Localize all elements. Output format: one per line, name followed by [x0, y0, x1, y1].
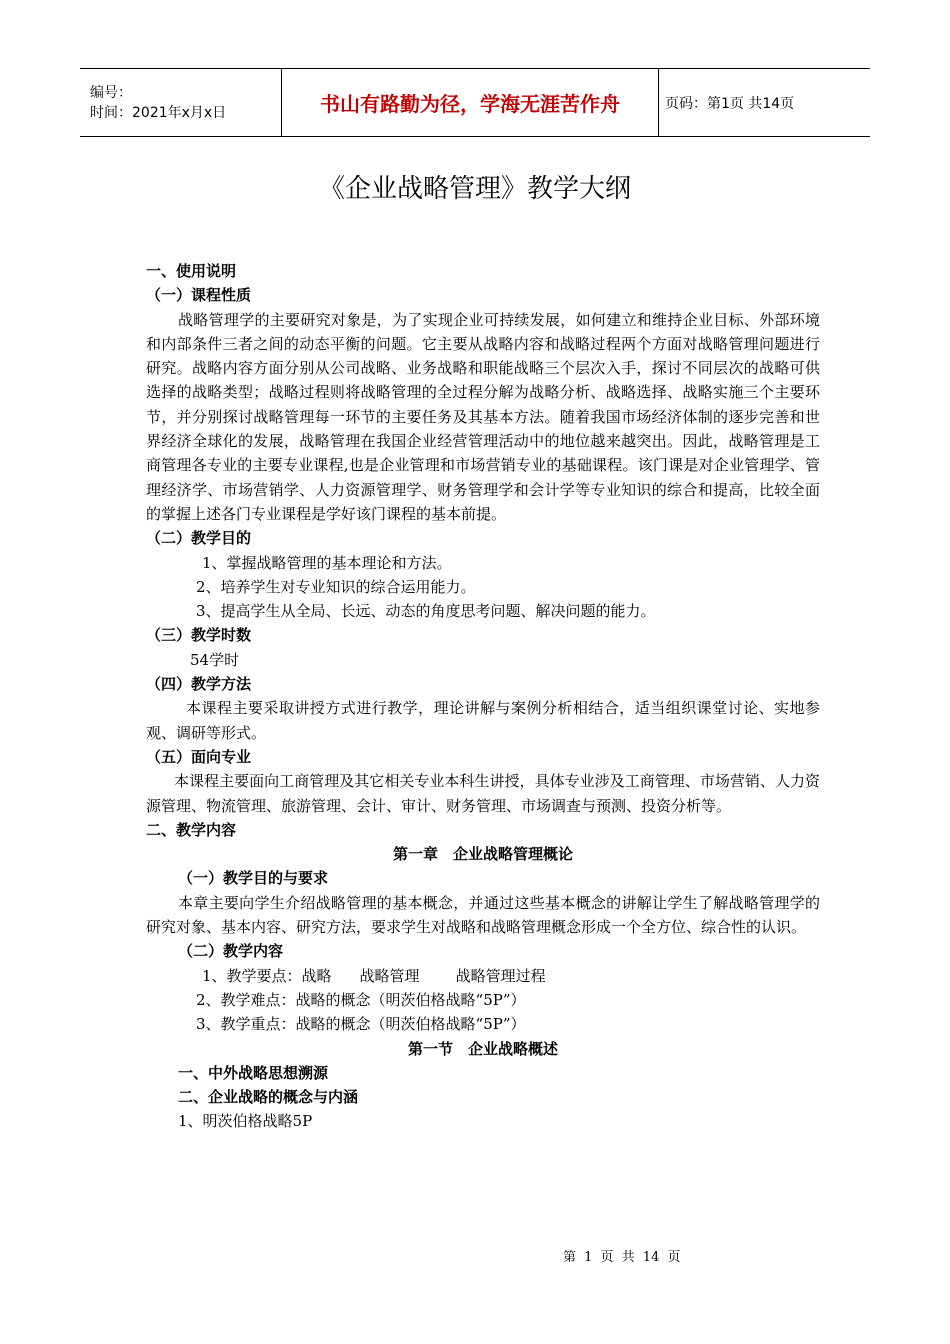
- paragraph: 本课程主要面向工商管理及其它相关专业本科生讲授，具体专业涉及工商管理、市场营销、人力资源管理、物流管理、旅游管理、会计、审计、财务管理、市场调查与预测、投资分析等。: [146, 772, 820, 815]
- paragraph: 本章主要向学生介绍战略管理的基本概念，并通过这些基本概念的讲解让学生了解战略管理学的研究对象、基本内容、研究方法，要求学生对战略和战略管理概念形成一个全方位、综合性的认识。: [146, 893, 820, 937]
- section-title: 第一节 企业战略概述: [407, 1039, 558, 1058]
- list-item: 3、提高学生从全局、长远、动态的角度思考问题、解决问题的能力。: [196, 602, 656, 621]
- subsection-heading: （一）教学目的与要求: [178, 869, 329, 888]
- document-body: [146, 259, 820, 1134]
- subheading: 一、中外战略思想溯源: [178, 1063, 329, 1082]
- header-meta: [80, 69, 281, 136]
- subsection-heading: （二）教学目的: [146, 529, 252, 548]
- key-point: 战略管理过程: [455, 966, 546, 985]
- chapter-title: 第一章 企业战略管理概论: [392, 845, 573, 864]
- paragraph: 战略管理学的主要研究对象是，为了实现企业可持续发展，如何建立和维持企业目标、外部环境和内部条件三者之间的动态平衡的问题。它主要从战略内容和战略过程两个方面对战略管理问题进行研究。战略内容方面分别从公司战略、业务战略和职能战略三个层次入手，探讨不同层次的战略可供选择的战略类型；战略过程则将战略管理的全过程分解为战略分析、战略选择、战略实施三个主要环节，并分别探讨战略管理每一环节的主要任务及其基本方法。随着我国市场经济体制的逐步完善和世界经济全球化的发展，战略管理在我国企业经营管理活动中的地位越来越突出。因此，战略管理是工商管理各专业的主要专业课程,也是企业管理和市场营销专业的基础课程。该门课是对企业管理学、管理经济学、市场营销学、人力资源管理学、财务管理学和会计学等专业知识的综合和提高，比较全面的掌握上述各门专业课程是学好该门课程的基本前提。: [146, 310, 820, 523]
- motto-text: 书山有路勤为径，学海无涯苦作舟: [320, 92, 620, 116]
- list-item: 1、明茨伯格战略5P: [178, 1112, 313, 1131]
- document-title: 《企业战略管理》教学大纲: [318, 174, 631, 204]
- page-footer: 第 1 页 共 14 页: [563, 1250, 681, 1265]
- section-heading: 二、教学内容: [146, 820, 237, 839]
- key-points-label: 1、教学要点：战略: [202, 966, 332, 985]
- section-heading: 一、使用说明: [146, 262, 237, 280]
- key-point: 战略管理: [359, 966, 420, 985]
- subsection-heading: （二）教学内容: [178, 942, 284, 961]
- list-item: 3、教学重点：战略的概念（明茨伯格战略“5P”）: [196, 1015, 526, 1034]
- page-info-text: 页码：第1页 共14页: [665, 95, 795, 112]
- list-item: 2、培养学生对专业知识的综合运用能力。: [196, 577, 476, 596]
- subsection-heading: （四）教学方法: [146, 675, 252, 694]
- paragraph: 54学时: [190, 650, 240, 669]
- time-label: 时间：2021年x月x日: [90, 104, 227, 121]
- subsection-heading: （一）课程性质: [146, 286, 252, 305]
- list-item: 2、教学难点：战略的概念（明茨伯格战略“5P”）: [196, 990, 526, 1009]
- number-label: 编号：: [90, 84, 132, 101]
- header-motto: [281, 69, 659, 136]
- page-header: [80, 68, 870, 137]
- header-page-info: [659, 69, 870, 136]
- list-item: 1、掌握战略管理的基本理论和方法。: [202, 553, 452, 572]
- subheading: 二、企业战略的概念与内涵: [178, 1088, 359, 1107]
- subsection-heading: （三）教学时数: [146, 626, 252, 645]
- list-item: [146, 964, 820, 988]
- paragraph: 本课程主要采取讲授方式进行教学，理论讲解与案例分析相结合，适当组织课堂讨论、实地参观、调研等形式。: [146, 699, 820, 742]
- subsection-heading: （五）面向专业: [146, 747, 252, 766]
